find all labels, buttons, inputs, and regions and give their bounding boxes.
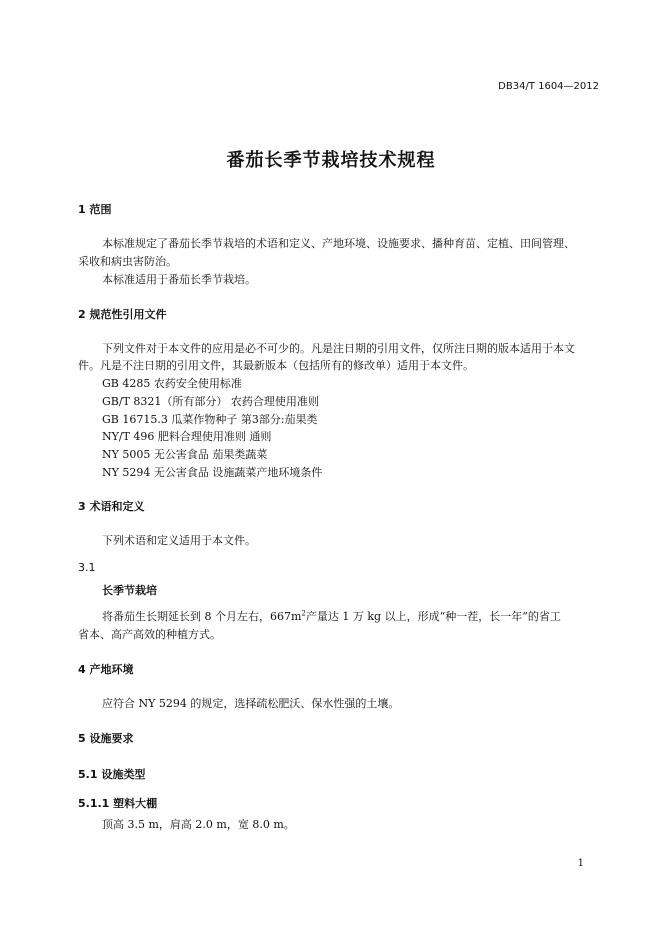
reference-item: NY 5005 无公害食品 茄果类蔬菜 bbox=[102, 448, 268, 461]
paragraph-line: 本标准适用于番茄长季节栽培。 bbox=[102, 273, 256, 286]
document-title: 番茄长季节栽培技术规程 bbox=[226, 150, 436, 171]
reference-item: NY/T 496 肥料合理使用准则 通则 bbox=[102, 430, 272, 443]
paragraph-line: 将番茄生长期延长到 8 个月左右，$667m^2$产量达 1 万 kg 以上，形成“种一茬，长一年”的省工 bbox=[102, 609, 561, 623]
superscript: 2 bbox=[301, 609, 306, 618]
section-heading-references: 2 规范性引用文件 bbox=[78, 308, 167, 321]
subsection-heading: 5.1.1 塑料大棚 bbox=[78, 797, 158, 810]
subclause-number: 3.1 bbox=[78, 561, 96, 574]
section-heading-facilities: 5 设施要求 bbox=[78, 732, 134, 745]
section-heading-environment: 4 产地环境 bbox=[78, 663, 134, 676]
page-number: 1 bbox=[577, 858, 584, 869]
reference-item: NY 5294 无公害食品 设施蔬菜产地环境条件 bbox=[102, 466, 323, 479]
paragraph-line: 下列文件对于本文件的应用是必不可少的。凡是注日期的引用文件，仅所注日期的版本适用于本文 bbox=[102, 342, 575, 355]
paragraph-line: 省本、高产高效的种植方式。 bbox=[78, 628, 221, 641]
standard-code: DB34/T 1604—2012 bbox=[498, 81, 599, 92]
paragraph-line: 应符合 NY 5294 的规定，选择疏松肥沃、保水性强的土壤。 bbox=[102, 697, 400, 710]
paragraph-line: 件。凡是不注日期的引用文件，其最新版本（包括所有的修改单）适用于本文件。 bbox=[78, 359, 474, 372]
term-heading: 长季节栽培 bbox=[102, 584, 157, 597]
paragraph-line: 采收和病虫害防治。 bbox=[78, 255, 177, 268]
section-heading-terms: 3 术语和定义 bbox=[78, 500, 145, 513]
reference-item: GB 4285 农药安全使用标准 bbox=[102, 377, 242, 390]
section-heading-scope: 1 范围 bbox=[78, 203, 112, 216]
paragraph-line: 本标准规定了番茄长季节栽培的术语和定义、产地环境、设施要求、播种育苗、定植、田间管理、 bbox=[102, 237, 575, 250]
reference-item: GB 16715.3 瓜菜作物种子 第3部分:茄果类 bbox=[102, 413, 318, 426]
paragraph-line: 顶高 3.5 m，肩高 2.0 m，宽 8.0 m。 bbox=[102, 818, 295, 831]
reference-item: GB/T 8321（所有部分） 农药合理使用准则 bbox=[102, 395, 319, 408]
paragraph-line: 下列术语和定义适用于本文件。 bbox=[102, 534, 256, 547]
subsection-heading: 5.1 设施类型 bbox=[78, 768, 146, 781]
